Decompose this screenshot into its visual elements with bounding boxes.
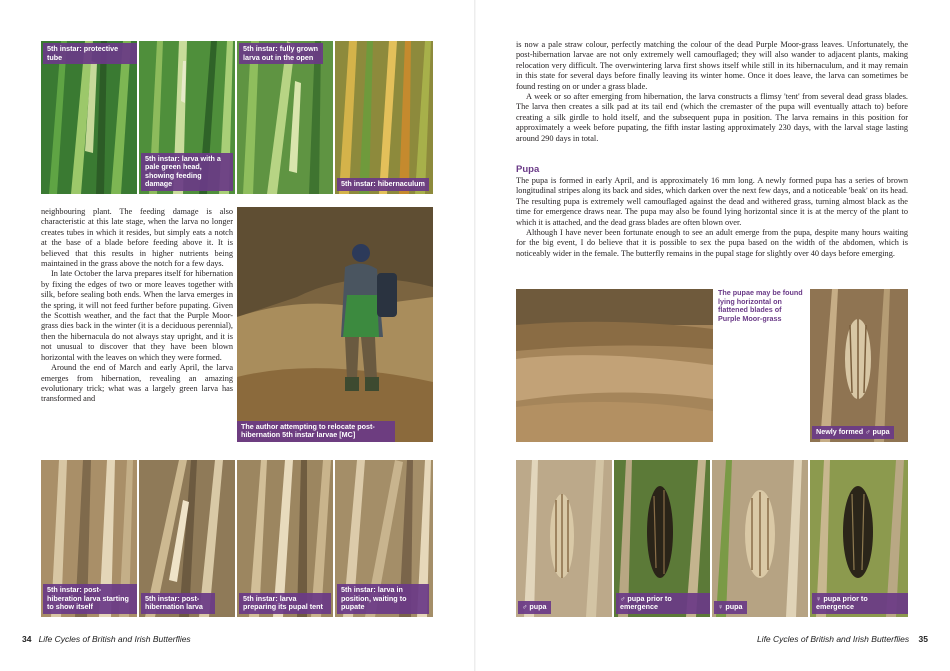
pupa-photo-graphic (516, 460, 612, 617)
body-paragraph: Although I have never been fortunate enough to see an adult emerge from the pupa, despite many hours waiting for the big event, I do believe that it is possible to sex the pupa based on the width of the abdomen, which is noticeably wider in the female. The butterfly remains in the pupal stage for slightly over 40 days before emerging. (516, 228, 908, 258)
left-folio (22, 634, 191, 644)
photo-caption: 5th instar: post-hibernation larva (141, 593, 215, 614)
right-folio (748, 634, 928, 644)
photo-caption: Newly formed ♂ pupa (812, 426, 894, 439)
page-gutter (474, 0, 476, 671)
running-title: Life Cycles of British and Irish Butterflies (38, 634, 191, 644)
photo-newly-formed-male-pupa (810, 289, 908, 442)
photo-protective-tube (41, 41, 137, 194)
photo-male-pupa (516, 460, 612, 617)
photo-fully-grown-larva (237, 41, 333, 194)
photo-female-pupa (712, 460, 808, 617)
body-paragraph: In late October the larva prepares itself for hibernation by fixing the edges of two or more leaves together with silk, before sealing both ends. When the larva emerges in the spring, it will not feed further before pupating. Given the Scottish weather, and the fact that the Purple Moor-grass dies back in the winter (it is a deciduous perennial), then the hibernacula do not always stay upright, and it is not unusual to discover that they have been blown horizontal with the leaves on which they were formed. (41, 269, 233, 362)
body-paragraph: is now a pale straw colour, perfectly matching the colour of the dead Purple Moor-grass leaves. Unfortunately, the post-hibernation larvae are not only extremely well camouflaged; they will also wander to adjacent plants, making relocation very difficult. The overwintering larva first shows itself while still in its hibernaculum, and it may remain in this state for several days before finally leaving its winter home. Once it does leave, the larva can sometimes be found resting on or under a grass blade. (516, 40, 908, 91)
photo-hibernaculum (335, 41, 433, 194)
photo-pale-green-head-larva (139, 41, 235, 194)
photo-caption: ♀ pupa (714, 601, 747, 614)
section-heading-pupa: Pupa (516, 164, 540, 175)
photo-larva-waiting-to-pupate (335, 460, 433, 617)
photo-male-pupa-prior-emergence (614, 460, 710, 617)
photo-caption: ♀ pupa prior to emergence (812, 593, 908, 614)
pupa-photo-graphic (712, 460, 808, 617)
photo-caption: 5th instar: fully grown larva out in the open (239, 43, 323, 64)
photo-caption: 5th instar: larva in position, waiting to pupate (337, 584, 429, 614)
running-title: Life Cycles of British and Irish Butterflies (756, 634, 910, 644)
moor-photo-graphic (516, 289, 713, 442)
photo-caption: ♂ pupa (518, 601, 551, 614)
grass-photo-graphic (335, 41, 433, 194)
right-body-text-pupa (516, 176, 908, 259)
field-photo-graphic (237, 207, 433, 442)
left-body-text (41, 207, 233, 405)
photo-post-hibernation-larva-showing (41, 460, 137, 617)
pupa-side-caption: The pupae may be found lying horizontal on flattened blades of Purple Moor-grass (718, 288, 803, 323)
page-number: 34 (22, 634, 32, 644)
photo-caption: 5th instar: larva preparing its pupal tent (239, 593, 331, 614)
photo-caption: ♂ pupa prior to emergence (616, 593, 710, 614)
pupa-photo-graphic (810, 289, 908, 442)
photo-caption: 5th instar: protective tube (43, 43, 137, 64)
photo-caption: 5th instar: post-hiberation larva starting to show itself (43, 584, 137, 614)
photo-flattened-grass (516, 289, 713, 442)
photo-caption: The author attempting to relocate post-hibernation 5th instar larvae [MC] (237, 421, 395, 442)
photo-larva-preparing-tent (237, 460, 333, 617)
right-body-text-top (516, 40, 908, 144)
body-paragraph: A week or so after emerging from hibernation, the larva constructs a flimsy 'tent' from several dead grass blades. The larva then creates a silk pad at its tail end (which the cremaster of the pupa will eventually attach to) before creating a silk girdle to hold itself, and the subsequent pupa in position. The larva remains in this position for approximately a week before pupating, the fifth instar lasting approximately 230 days, with the larval stage lasting around 290 days in total. (516, 92, 908, 143)
photo-caption: 5th instar: larva with a pale green head, showing feeding damage (141, 153, 233, 191)
body-paragraph: neighbouring plant. The feeding damage is also characteristic at this late stage, when the larva no longer creates tubes in which it resides, but simply eats a notch at the base of a blade before feeding above it. It is believed that this results in higher nutrients being maintained in the grass above the notch for a few days. (41, 207, 233, 269)
body-paragraph: The pupa is formed in early April, and is approximately 16 mm long. A newly formed pupa has a series of brown longitudinal stripes along its back and sides, which darken over the next few days, and a noticeable 'beak' on its head. The resulting pupa is extremely well camouflaged against the dead and withered grass, turning almost black as the time for emergence draws near. The pupa may also be found lying horizontal since it is at the mercy of the plant to which it is attached, and the dead grass blades are often blown over. (516, 176, 908, 227)
photo-author-in-field (237, 207, 433, 442)
body-paragraph: Around the end of March and early April, the larva emerges from hibernation, revealing an amazing evolutionary trick; what was a largely green larva has transformed and (41, 363, 233, 404)
photo-caption: 5th instar: hibernaculum (337, 178, 429, 191)
photo-post-hibernation-larva (139, 460, 235, 617)
page-number: 35 (918, 634, 928, 644)
photo-female-pupa-prior-emergence (810, 460, 908, 617)
